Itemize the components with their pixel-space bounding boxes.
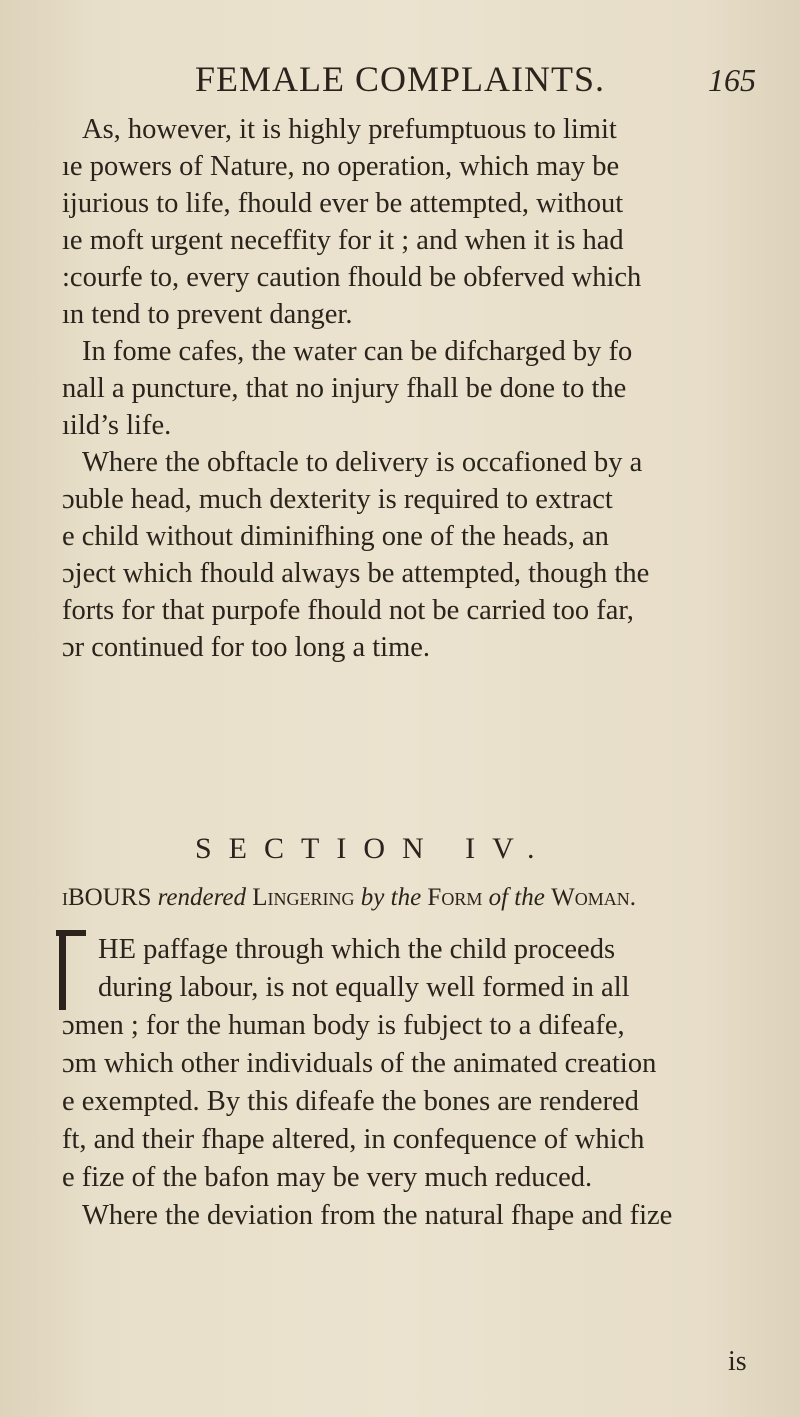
text-line: As, however, it is highly prefumptuous to limit [82, 114, 617, 145]
subtitle-word: of the [488, 884, 545, 911]
subtitle-word: Form [427, 884, 483, 911]
text-line: during labour, is not equally well formed in all [98, 972, 630, 1003]
text-line: forts for that purpofe fhould not be carried too far, [62, 595, 634, 626]
text-line: ɔr continued for too long a time. [62, 632, 431, 663]
text-line: ıe moft urgent neceffity for it ; and when it is had [62, 225, 624, 256]
subtitle-word: rendered [157, 884, 247, 911]
running-title: FEMALE COMPLAINTS. [194, 59, 606, 99]
text-line: ft, and their fhape altered, in confequence of which [62, 1124, 645, 1155]
text-line: ɔm which other individuals of the animated creation [62, 1048, 657, 1079]
subtitle-word: Woman. [551, 884, 636, 911]
drop-cap-t-icon [56, 928, 88, 1012]
text-line: ın tend to prevent danger. [62, 299, 353, 330]
text-line: ıild’s life. [62, 410, 172, 441]
text-line: In fome cafes, the water can be difcharged by fo [82, 336, 633, 367]
text-line: ɔmen ; for the human body is fubject to a difeafe, [62, 1010, 625, 1041]
section-subtitle [62, 884, 800, 912]
text-line: nall a puncture, that no injury fhall be done to the [62, 373, 627, 404]
text-line: ɔject which fhould always be attempted, though the [62, 558, 650, 589]
text-line: ıe powers of Nature, no operation, which may be [62, 151, 620, 182]
section-title: SECTION IV. [195, 832, 552, 865]
text-line: e child without diminifhing one of the heads, an [62, 521, 609, 552]
subtitle-word: ıBOURS [62, 884, 152, 911]
text-line: e fize of the bafon may be very much reduced. [62, 1162, 593, 1193]
catchword: is [728, 1346, 747, 1377]
text-line: Where the obftacle to delivery is occafioned by a [82, 447, 643, 478]
text-line: Where the deviation from the natural fhape and fize [82, 1200, 673, 1231]
subtitle-word: Lingering [252, 884, 355, 911]
page-number: 165 [708, 62, 756, 98]
subtitle-word: by the [360, 884, 422, 911]
text-line: HE paffage through which the child proceeds [98, 934, 616, 965]
text-line: ijurious to life, fhould ever be attempted, without [62, 188, 624, 219]
text-line: e exempted. By this difeafe the bones are rendered [62, 1086, 639, 1117]
text-line: :courfe to, every caution fhould be obferved which [62, 262, 642, 293]
text-line: ɔuble head, much dexterity is required to extract [62, 484, 613, 515]
